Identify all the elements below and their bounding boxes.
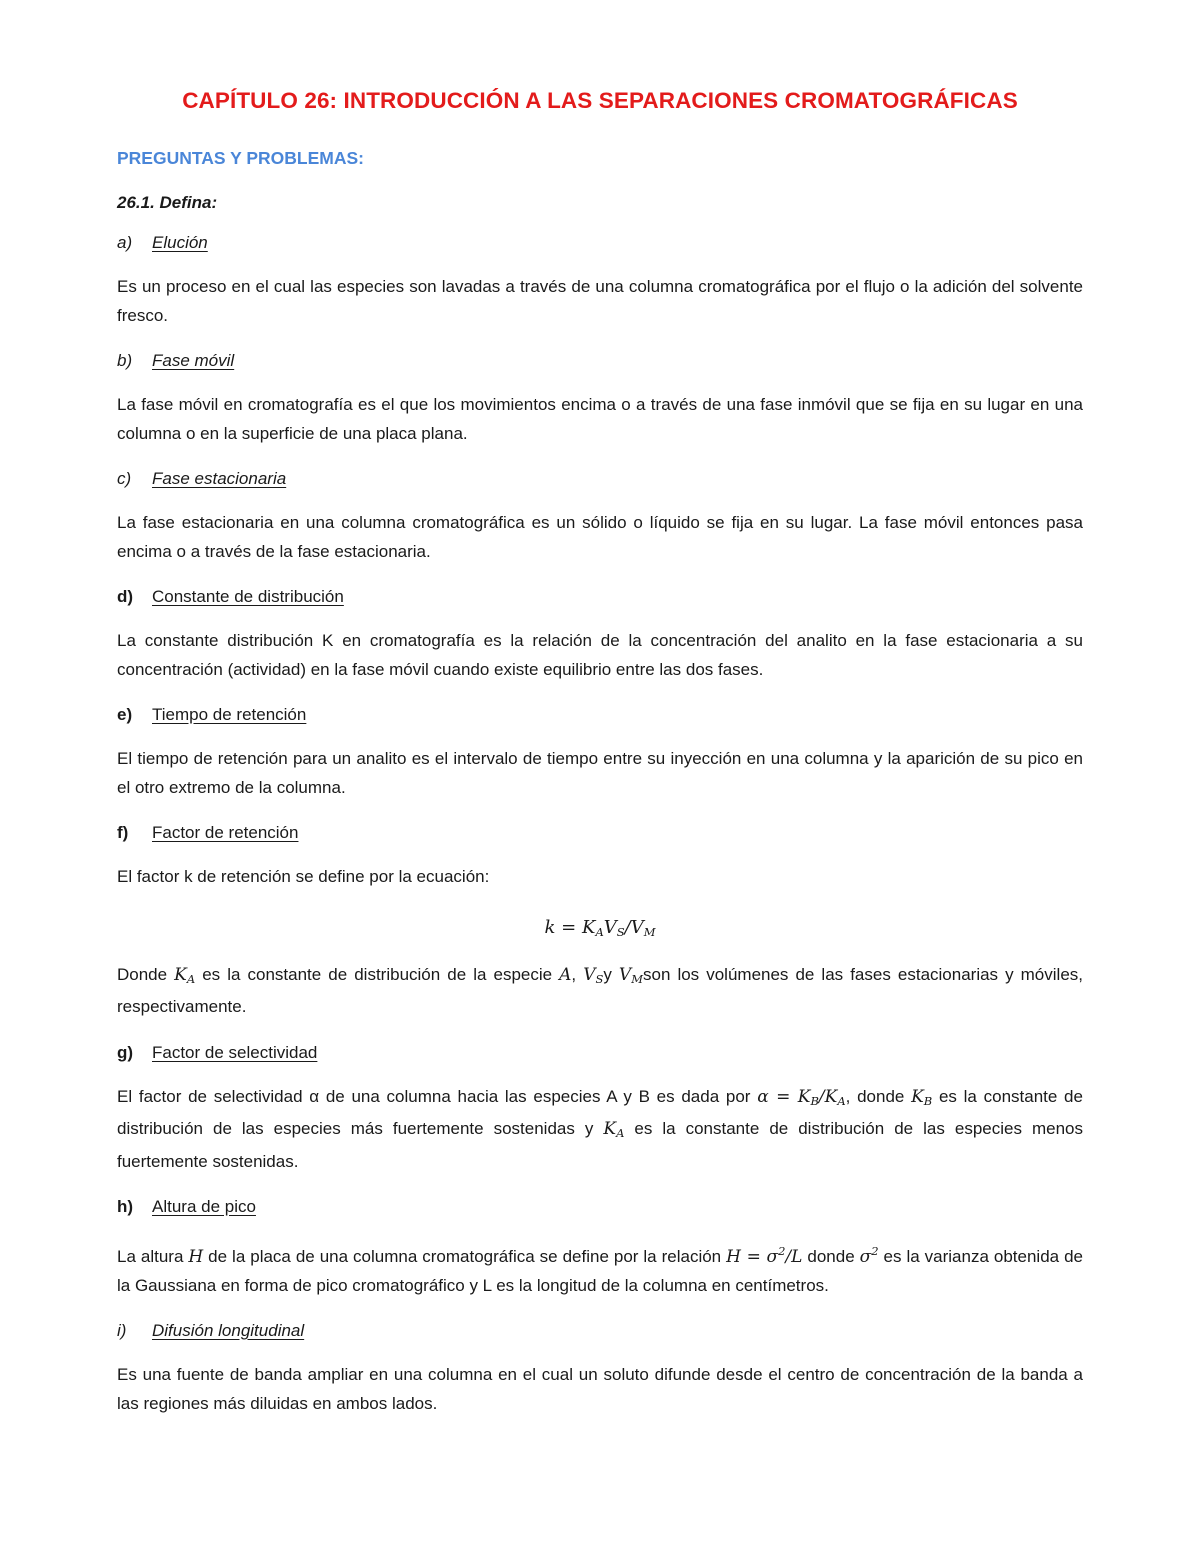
term-label: Fase estacionaria — [152, 469, 287, 488]
definition-b: La fase móvil en cromatografía es el que los movimientos encima o a través de una fase inmóvil que se fija en su lugar en una columna o en la superficie de una placa plana. — [117, 395, 1083, 443]
chapter-title: CAPÍTULO 26: INTRODUCCIÓN A LAS SEPARACIONES CROMATOGRÁFICAS — [182, 88, 1018, 113]
definition-e: El tiempo de retención para un analito es el intervalo de tiempo entre su inyección en una columna y la aparición de su pico en el otro extremo de la columna. — [117, 749, 1083, 797]
term-letter: h) — [117, 1197, 134, 1216]
term-letter: f) — [117, 823, 129, 842]
term-heading-h — [117, 1197, 1083, 1217]
term-heading-a — [117, 233, 1083, 253]
term-label: Tiempo de retención — [152, 705, 307, 724]
term-heading-b — [117, 351, 1083, 371]
term-heading-f — [117, 823, 1083, 843]
document-page — [117, 88, 1083, 1439]
term-label: Elución — [152, 233, 208, 252]
definition-i: Es una fuente de banda ampliar en una columna en el cual un soluto difunde desde el centro de concentración de la banda a las regiones más diluidas en ambos lados. — [117, 1365, 1083, 1413]
term-letter: d) — [117, 587, 134, 606]
term-label: Altura de pico — [152, 1197, 256, 1216]
definition-f: El factor k de retención se define por la ecuación: — [117, 867, 490, 886]
term-letter: c) — [117, 469, 132, 488]
definition-a: Es un proceso en el cual las especies son lavadas a través de una columna cromatográfica por el flujo o la adición del solvente fresco. — [117, 277, 1083, 325]
term-letter: a) — [117, 233, 133, 252]
definition-h: La altura H de la placa de una columna cromatográfica se define por la relación $H = \sigma^2/L$ donde $\sigma^2$ es la varianza obtenida de la Gaussiana en forma de pico cromatográfico y L es la longitud de la columna en centímetros. — [117, 1244, 1083, 1295]
question-number: 26.1. Defina: — [117, 193, 218, 212]
term-label: Difusión longitudinal — [152, 1321, 305, 1340]
term-letter: i) — [117, 1321, 127, 1340]
term-heading-g — [117, 1043, 1083, 1063]
definition-d: La constante distribución K en cromatografía es la relación de la concentración del analito en la fase estacionaria a su concentración (actividad) en la fase móvil cuando existe equilibrio entre las dos fases. — [117, 631, 1083, 679]
definition-c: La fase estacionaria en una columna cromatográfica es un sólido o líquido se fija en su lugar. La fase móvil entonces pasa encima o a través de la fase estacionaria. — [117, 513, 1083, 561]
definition-g: El factor de selectividad α de una columna hacia las especies A y B es dada por $\alpha = K_B/K_A$, donde $K_B$ es la constante de distribución de las especies más fuertemente sostenidas y $K_A$ es la constante de distribución de las especies menos fuertemente sostenidas. — [117, 1086, 1083, 1171]
term-letter: b) — [117, 351, 133, 370]
retention-factor-equation: $k = K_AV_S/V_M$ — [544, 916, 656, 939]
term-heading-i — [117, 1321, 1083, 1341]
term-label: Fase móvil — [152, 351, 235, 370]
definition-f-detail: Donde $K_A$ es la constante de distribución de la especie A, $V_Sy$ $V_Mson$ los volúmenes de las fases estacionarias y móviles, respectivamente. — [117, 964, 1083, 1016]
term-label: Factor de retención — [152, 823, 299, 842]
section-subtitle: PREGUNTAS Y PROBLEMAS: — [117, 148, 364, 168]
term-heading-e — [117, 705, 1083, 725]
term-heading-d — [117, 587, 1083, 607]
term-letter: e) — [117, 705, 133, 724]
term-label: Factor de selectividad — [152, 1042, 318, 1062]
term-letter: g) — [117, 1042, 134, 1062]
term-label: Constante de distribución — [152, 587, 344, 606]
term-heading-c — [117, 469, 1083, 489]
